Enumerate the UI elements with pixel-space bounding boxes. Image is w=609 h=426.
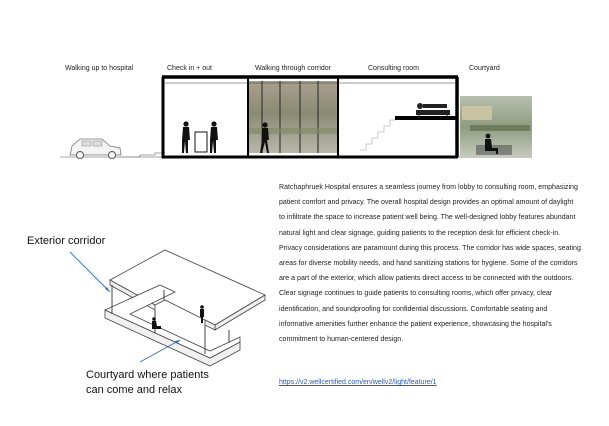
seated-person-icon bbox=[152, 317, 161, 329]
reference-link[interactable]: https://v2.wellcertified.com/en/wellv2/light/feature/1 bbox=[279, 379, 437, 386]
person-icon bbox=[200, 305, 204, 323]
stage-label-corridor: Walking through corridor bbox=[255, 65, 331, 72]
stage-label-check-in: Check in + out bbox=[167, 65, 212, 72]
car-icon bbox=[70, 139, 121, 159]
courtyard-label-line1: Courtyard where patients bbox=[86, 369, 209, 381]
person-icon bbox=[210, 121, 218, 153]
stage-label-courtyard: Courtyard bbox=[469, 65, 500, 72]
description-paragraph: Ratchaphruek Hospital ensures a seamless journey from lobby to consulting room, emphasizing patient comfort and privacy. The overall hospital design provides an optimal amount of daylight to infiltrate the space to increase patient well being. The well-designed lobby features abundant natural light and clear signage, guiding patients to the reception desk for efficient check-in. Privacy considerations are paramount during this process. The corridor has wide spaces, seating areas for diverse mobility needs, and hand sanitizing stations for hygiene. Some of the corridors are a part of the exterior, which allow patients direct access to be connected with the outdoors. Clear signage continues to guide patients to consulting rooms, which offer privacy, clear identification, and soundproofing for confidential discussions. Comfortable seating and informative amenities further enhance the patient experience, showcasing the hospital's commitment to human-centered design. bbox=[279, 184, 581, 344]
patient-on-bed-icon bbox=[416, 103, 450, 118]
building-section-diagram bbox=[0, 0, 609, 170]
corridor-pointer-line bbox=[70, 252, 110, 292]
exterior-corridor-label: Exterior corridor bbox=[27, 235, 106, 247]
reception-desk bbox=[195, 132, 207, 152]
courtyard-label-line2: can come and relax bbox=[86, 384, 182, 396]
person-icon bbox=[182, 121, 190, 153]
consulting-slab bbox=[395, 116, 457, 120]
stage-label-walking-up: Walking up to hospital bbox=[65, 65, 134, 72]
stage-label-consulting: Consulting room bbox=[368, 65, 419, 72]
